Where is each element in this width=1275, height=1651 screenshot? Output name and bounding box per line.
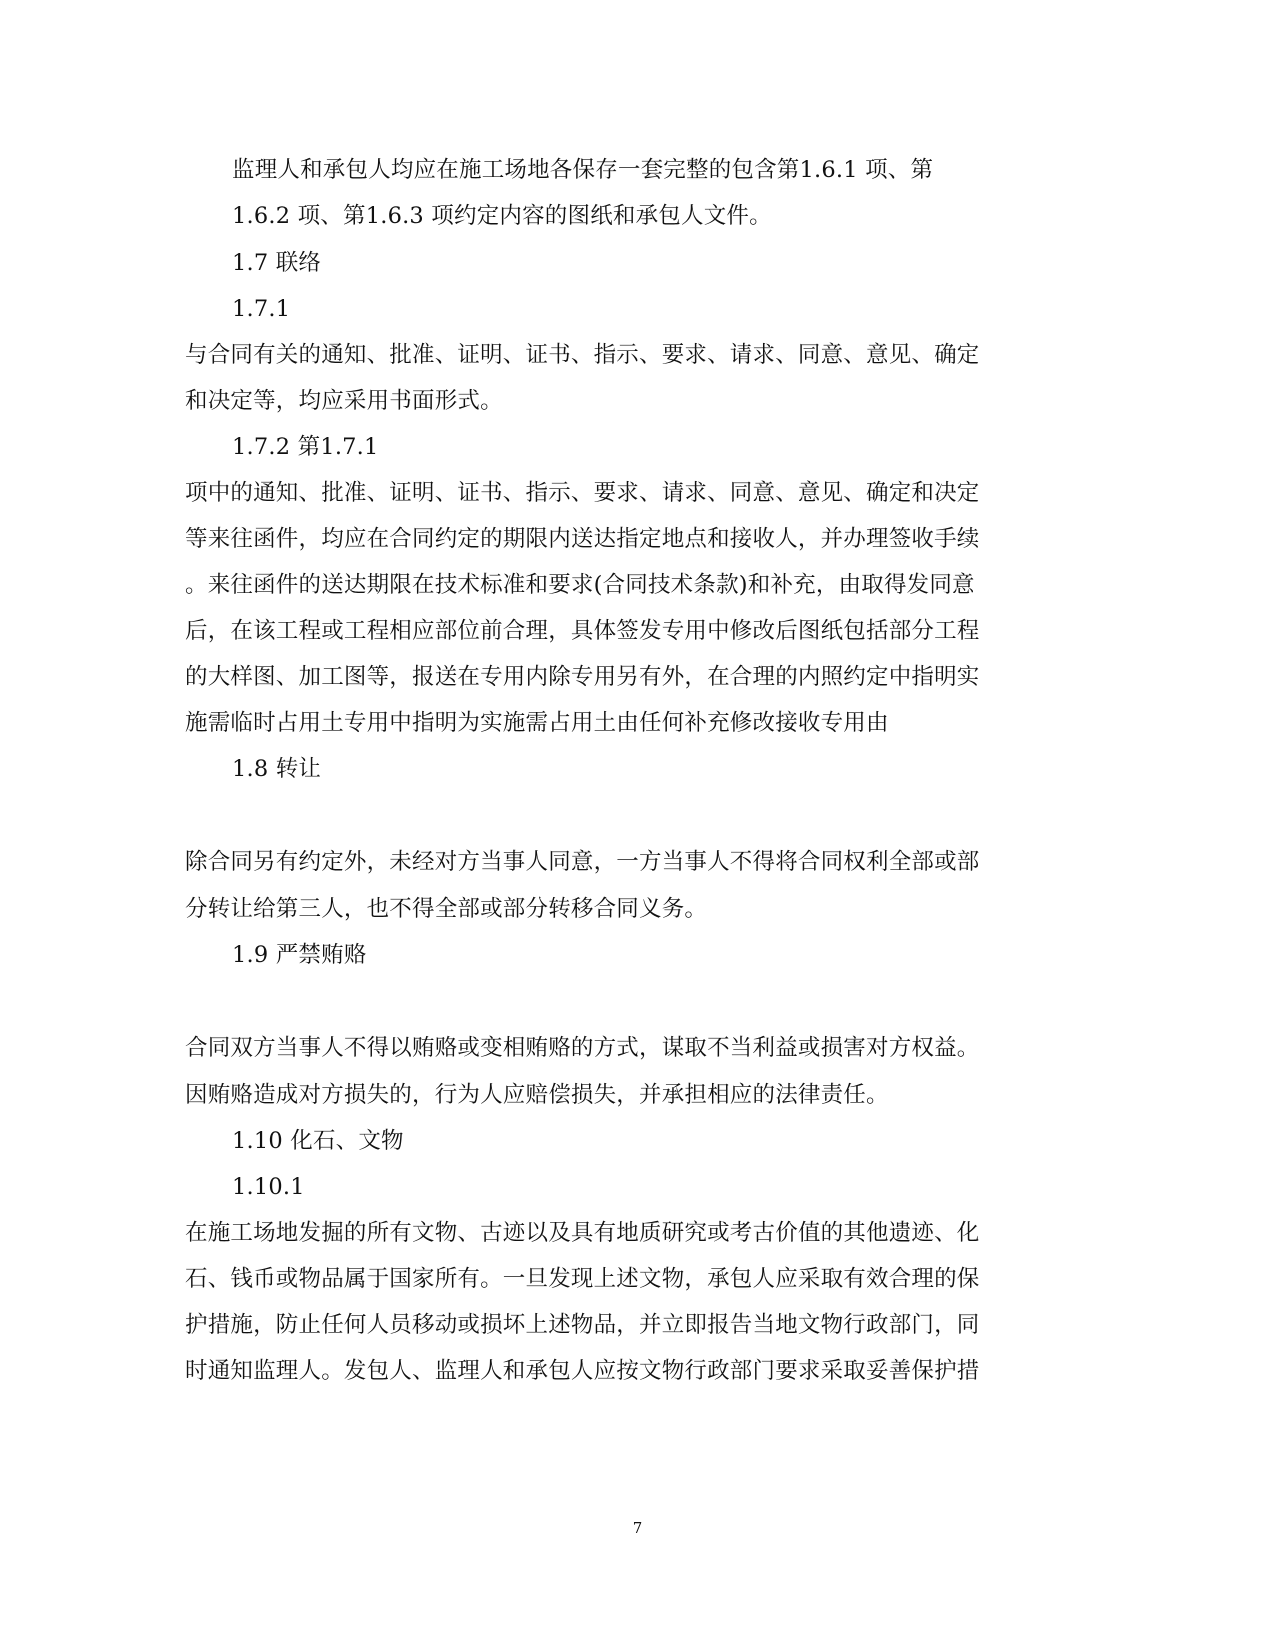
- section-heading: 1.10 化石、文物: [232, 1128, 404, 1154]
- text-line: 分转让给第三人，也不得全部或部分转移合同义务。: [185, 896, 708, 922]
- section-heading: 1.7 联络: [232, 250, 322, 276]
- clause-number: 1.7.1: [232, 296, 291, 322]
- text-line: 监理人和承包人均应在施工场地各保存一套完整的包含第1.6.1 项、第: [232, 157, 934, 183]
- text-line: 合同双方当事人不得以贿赂或变相贿赂的方式，谋取不当利益或损害对方权益。: [185, 1035, 980, 1061]
- text-line: 在施工场地发掘的所有文物、古迹以及具有地质研究或考古价值的其他遗迹、化: [185, 1220, 980, 1246]
- text-line: 石、钱币或物品属于国家所有。一旦发现上述文物，承包人应采取有效合理的保: [185, 1266, 980, 1292]
- text-line: 等来往函件，均应在合同约定的期限内送达指定地点和接收人，并办理签收手续: [185, 526, 980, 552]
- text-line: 1.6.2 项、第1.6.3 项约定内容的图纸和承包人文件。: [232, 203, 772, 229]
- clause-number: 1.10.1: [232, 1174, 305, 1200]
- text-line: 施需临时占用土专用中指明为实施需占用土由任何补充修改接收专用由: [185, 710, 889, 736]
- section-heading: 1.9 严禁贿赂: [232, 942, 367, 968]
- text-line: 护措施，防止任何人员移动或损坏上述物品，并立即报告当地文物行政部门，同: [185, 1312, 980, 1338]
- section-heading: 1.8 转让: [232, 756, 322, 782]
- text-line: 时通知监理人。发包人、监理人和承包人应按文物行政部门要求采取妥善保护措: [185, 1358, 980, 1384]
- page-number: 7: [632, 1519, 643, 1537]
- clause-number: 1.7.2 第1.7.1: [232, 434, 379, 460]
- text-line: 项中的通知、批准、证明、证书、指示、要求、请求、同意、意见、确定和决定: [185, 480, 980, 506]
- text-line: 后，在该工程或工程相应部位前合理，具体签发专用中修改后图纸包括部分工程: [185, 618, 980, 644]
- text-line: 与合同有关的通知、批准、证明、证书、指示、要求、请求、同意、意见、确定: [185, 342, 980, 368]
- text-line: 除合同另有约定外，未经对方当事人同意，一方当事人不得将合同权利全部或部: [185, 849, 980, 875]
- text-line: 因贿赂造成对方损失的，行为人应赔偿损失，并承担相应的法律责任。: [185, 1082, 889, 1108]
- text-line: 的大样图、加工图等，报送在专用内除专用另有外，在合理的内照约定中指明实: [185, 664, 980, 690]
- text-line: 和决定等，均应采用书面形式。: [185, 388, 503, 414]
- text-line: 。来往函件的送达期限在技术标准和要求(合同技术条款)和补充，由取得发同意: [185, 572, 975, 598]
